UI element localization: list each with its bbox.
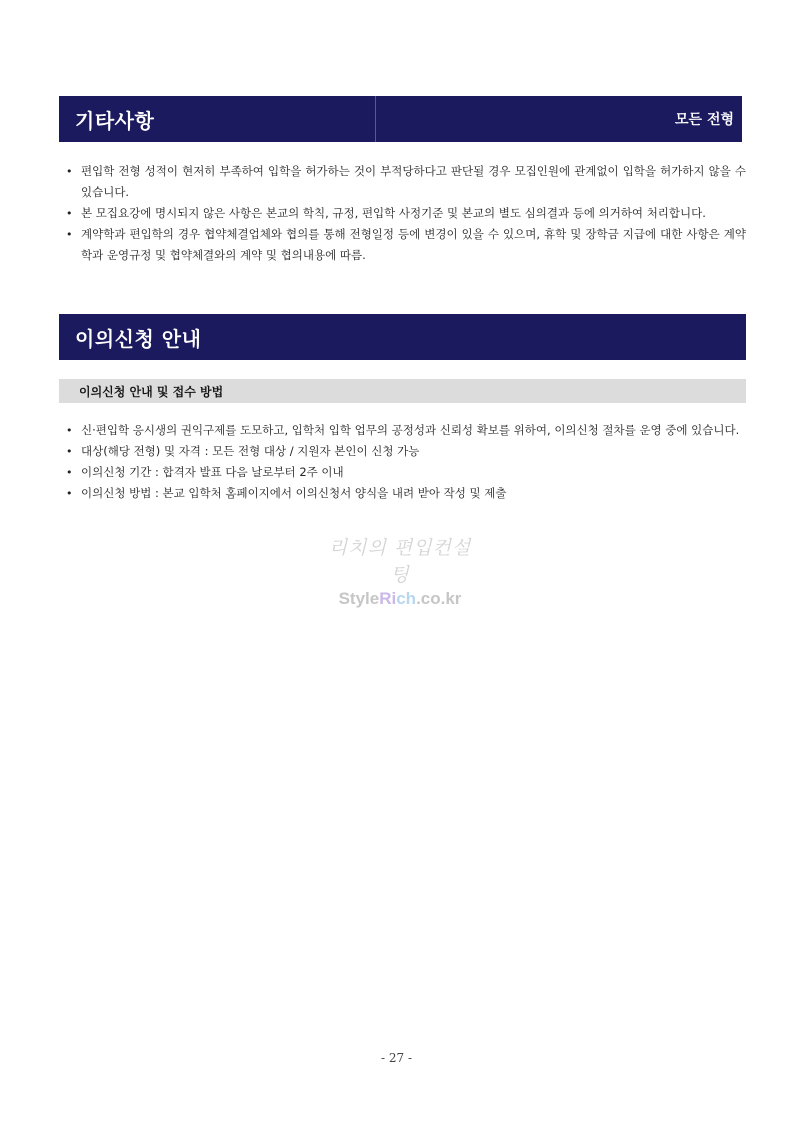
list-item-text: 본 모집요강에 명시되지 않은 사항은 본교의 학칙, 규정, 편입학 사정기준 및 본교의 별도 심의결과 등에 의거하여 처리합니다. — [81, 206, 706, 220]
section-header-misc — [59, 96, 742, 142]
watermark-korean-text: 리치의 편입컨설팅 — [328, 537, 472, 586]
appeal-bullet-list — [66, 420, 746, 504]
misc-bullet-list — [66, 161, 746, 266]
list-item-text: 이의신청 방법 : 본교 입학처 홈페이지에서 이의신청서 양식을 내려 받아 작성 및 제출 — [81, 486, 507, 500]
section-scope-label: 모든 전형 — [675, 112, 734, 128]
watermark-url-part: ch — [396, 589, 417, 608]
list-item — [66, 483, 746, 504]
watermark-url — [320, 589, 480, 609]
watermark-url-part: Style — [338, 589, 380, 608]
list-item-text: 계약학과 편입학의 경우 협약체결업체와 협의를 통해 전형일정 등에 변경이 있을 수 있으며, 휴학 및 장학금 지급에 대한 사항은 계약학과 운영규정 및 협약체결와의 계약 및 협의내용에 따름. — [81, 227, 746, 262]
list-item — [66, 161, 746, 203]
list-item — [66, 420, 746, 441]
bullet-icon: • — [66, 424, 73, 437]
section-header-appeal — [59, 314, 746, 360]
list-item-text: 신·편입학 응시생의 권익구제를 도모하고, 입학처 입학 업무의 공정성과 신뢰성 확보를 위하여, 이의신청 절차를 운영 중에 있습니다. — [81, 423, 740, 437]
section-title: 기타사항 — [75, 108, 155, 133]
section-title: 이의신청 안내 — [75, 326, 202, 351]
subsection-title: 이의신청 안내 및 접수 방법 — [59, 379, 746, 403]
bullet-icon: • — [66, 466, 73, 479]
list-item — [66, 462, 746, 483]
watermark-url-part: Ri — [379, 589, 397, 608]
bullet-icon: • — [66, 487, 73, 500]
bullet-icon: • — [66, 445, 73, 458]
list-item-text: 대상(해당 전형) 및 자격 : 모든 전형 대상 / 지원자 본인이 신청 가능 — [81, 444, 420, 458]
list-item-text: 편입학 전형 성적이 현저히 부족하여 입학을 허가하는 것이 부적당하다고 판단될 경우 모집인원에 관계없이 입학을 허가하지 않을 수 있습니다. — [81, 164, 746, 199]
list-item — [66, 203, 746, 224]
list-item — [66, 224, 746, 266]
bullet-icon: • — [66, 207, 73, 220]
list-item — [66, 441, 746, 462]
bullet-icon: • — [66, 228, 73, 241]
bullet-icon: • — [66, 165, 73, 178]
watermark — [320, 533, 480, 609]
list-item-text: 이의신청 기간 : 합격자 발표 다음 날로부터 2주 이내 — [81, 465, 344, 479]
watermark-url-part: .co.kr — [416, 589, 462, 608]
page-number: - 27 - — [380, 1051, 412, 1065]
